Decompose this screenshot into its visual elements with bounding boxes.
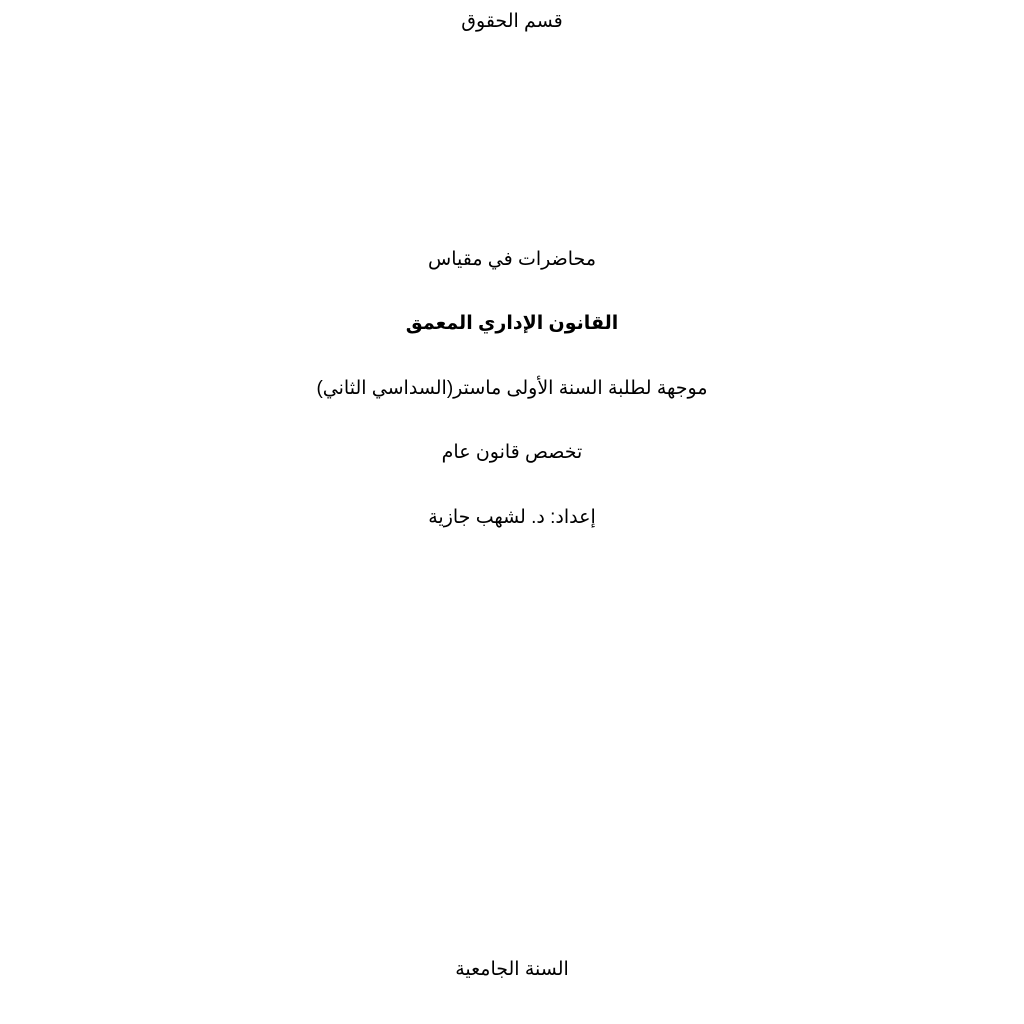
- target-audience: موجهة لطلبة السنة الأولى ماستر(السداسي الثاني): [316, 378, 708, 399]
- specialty: تخصص قانون عام: [441, 442, 583, 463]
- author: إعداد: د. لشهب جازية: [428, 507, 596, 528]
- lectures-heading: محاضرات في مقياس: [428, 249, 596, 270]
- course-title: القانون الإداري المعمق: [405, 313, 619, 334]
- academic-year: السنة الجامعية: [455, 959, 569, 980]
- department-name: قسم الحقوق: [461, 11, 563, 32]
